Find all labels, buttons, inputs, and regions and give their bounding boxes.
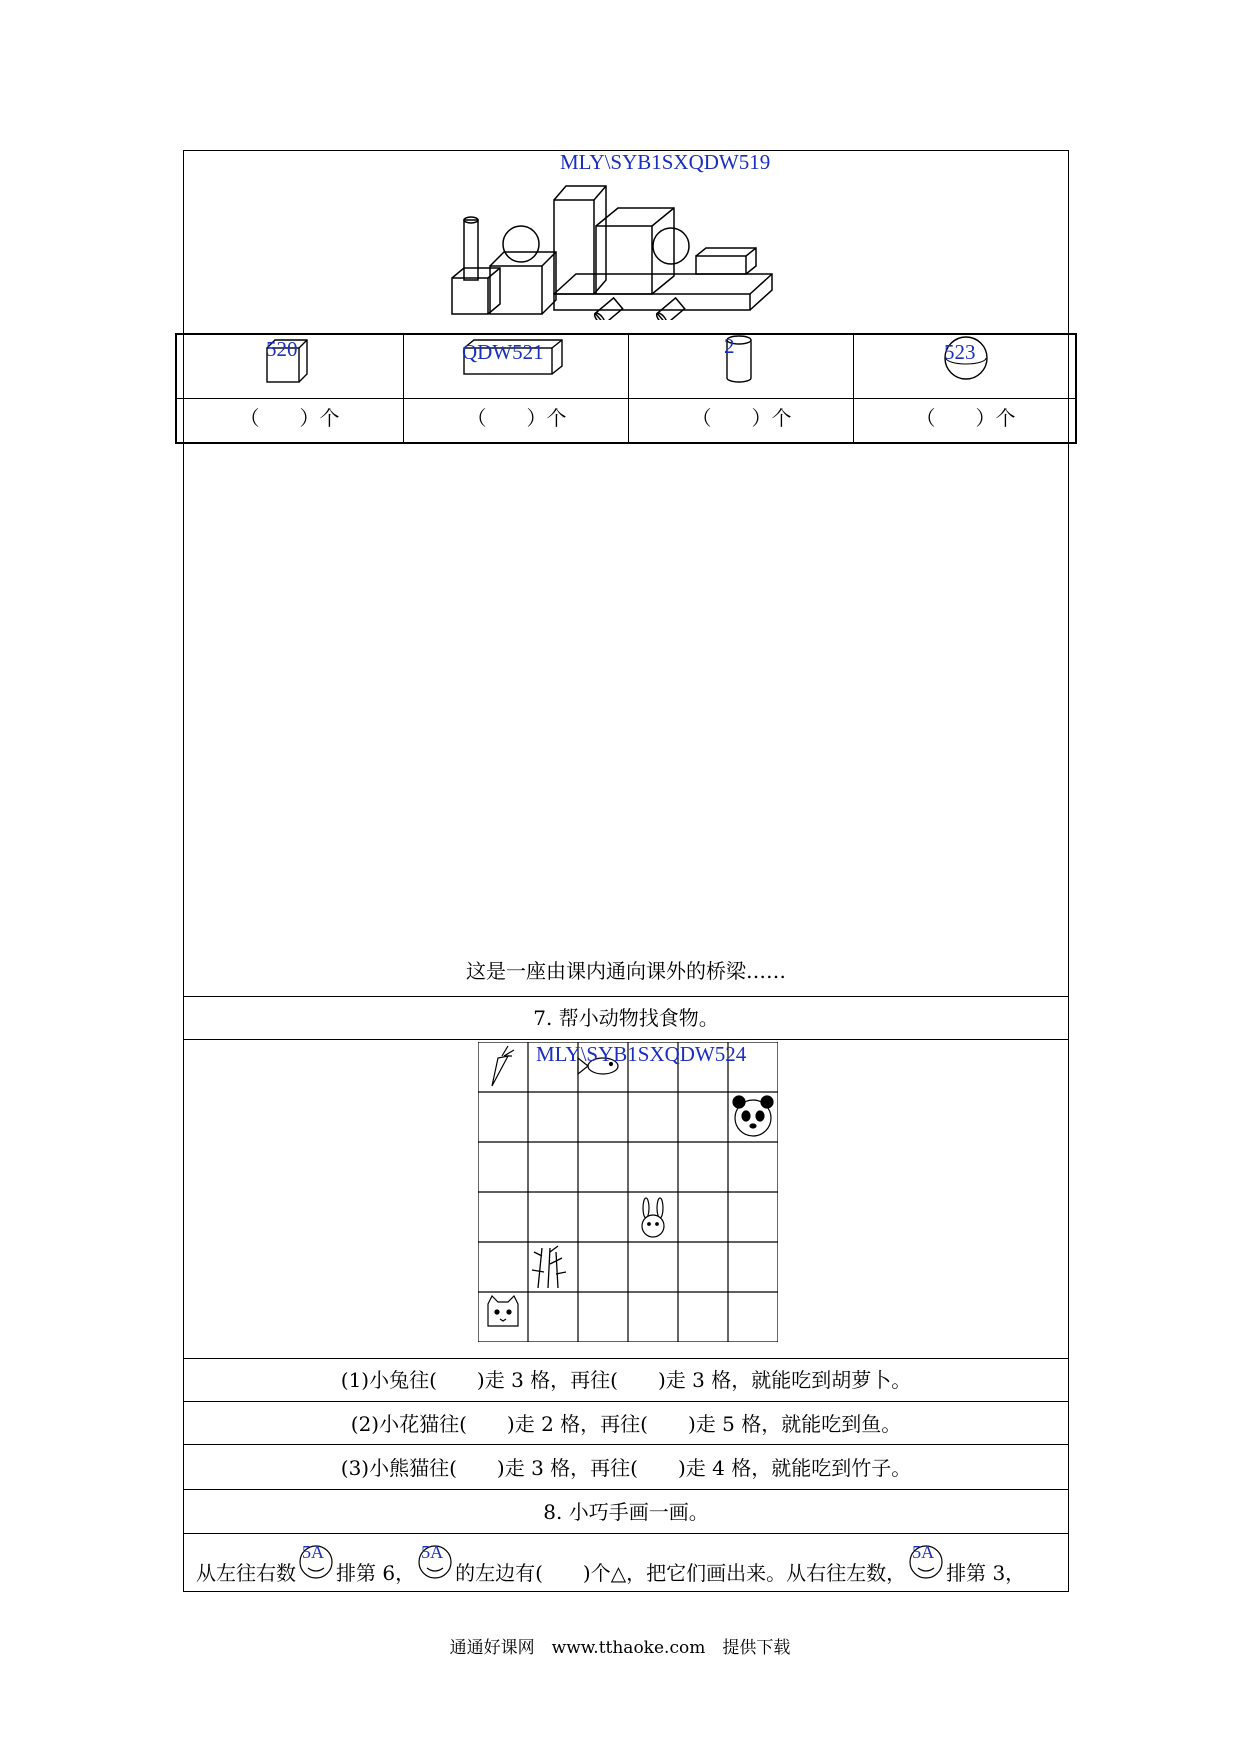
header-code-1: 520 bbox=[266, 337, 298, 361]
bamboo-icon bbox=[532, 1246, 566, 1288]
solid-shapes-illustration bbox=[440, 170, 820, 320]
food-grid bbox=[478, 1042, 778, 1342]
smiley-face-icon bbox=[906, 1542, 946, 1586]
divider bbox=[183, 1039, 1069, 1040]
answer-cell-cube[interactable]: （ ）个 bbox=[239, 406, 340, 430]
q7-line-3: (3)小熊猫往( )走 3 格，再往( )走 4 格，就能吃到竹子。 bbox=[340, 1456, 912, 1480]
q8-sentence bbox=[196, 1536, 1025, 1586]
header-code-3: 2 bbox=[724, 334, 735, 358]
q8-part-3: 的左边有( )个△，把它们画出来。从右往左数， bbox=[455, 1561, 907, 1585]
divider bbox=[183, 996, 1069, 997]
smiley-face-icon bbox=[296, 1542, 336, 1586]
carrot-icon bbox=[492, 1046, 514, 1086]
divider bbox=[183, 1358, 1069, 1359]
answer-cell-cuboid[interactable]: （ ）个 bbox=[466, 406, 567, 430]
cat-icon bbox=[488, 1296, 518, 1326]
divider bbox=[183, 1401, 1069, 1402]
answer-cell-cylinder[interactable]: （ ）个 bbox=[691, 406, 792, 430]
q8-title: 8. 小巧手画一画。 bbox=[543, 1500, 709, 1524]
q8-part-1: 从左往右数 bbox=[196, 1561, 296, 1585]
panda-icon bbox=[733, 1096, 773, 1136]
q7-line-1: (1)小兔往( )走 3 格，再往( )走 3 格，就能吃到胡萝卜。 bbox=[340, 1368, 912, 1392]
q8-part-4: 排第 3， bbox=[946, 1561, 1026, 1585]
divider bbox=[183, 1489, 1069, 1490]
q7-title: 7. 帮小动物找食物。 bbox=[533, 1006, 719, 1030]
footer-credit: 通通好课网 www.tthaoke.com 提供下载 bbox=[449, 1638, 791, 1658]
q7-line-2: (2)小花猫往( )走 2 格，再往( )走 5 格，就能吃到鱼。 bbox=[350, 1412, 902, 1436]
face-label: 5A bbox=[421, 1542, 444, 1562]
rabbit-icon bbox=[642, 1198, 664, 1237]
figure1-code: MLY\SYB1SXQDW519 bbox=[560, 150, 771, 174]
q8-part-2: 排第 6， bbox=[336, 1561, 416, 1585]
bridge-text: 这是一座由课内通向课外的桥梁…… bbox=[466, 959, 786, 983]
divider bbox=[183, 1533, 1069, 1534]
header-code-2: QDW521 bbox=[462, 340, 544, 364]
face-label: 5A bbox=[302, 1542, 324, 1562]
smiley-face-icon bbox=[415, 1542, 455, 1586]
face-label: 5A bbox=[912, 1542, 935, 1562]
answer-cell-sphere[interactable]: （ ）个 bbox=[915, 406, 1016, 430]
divider bbox=[183, 1444, 1069, 1445]
grid-code: MLY\SYB1SXQDW524 bbox=[536, 1042, 747, 1066]
header-code-4: 523 bbox=[944, 340, 976, 364]
